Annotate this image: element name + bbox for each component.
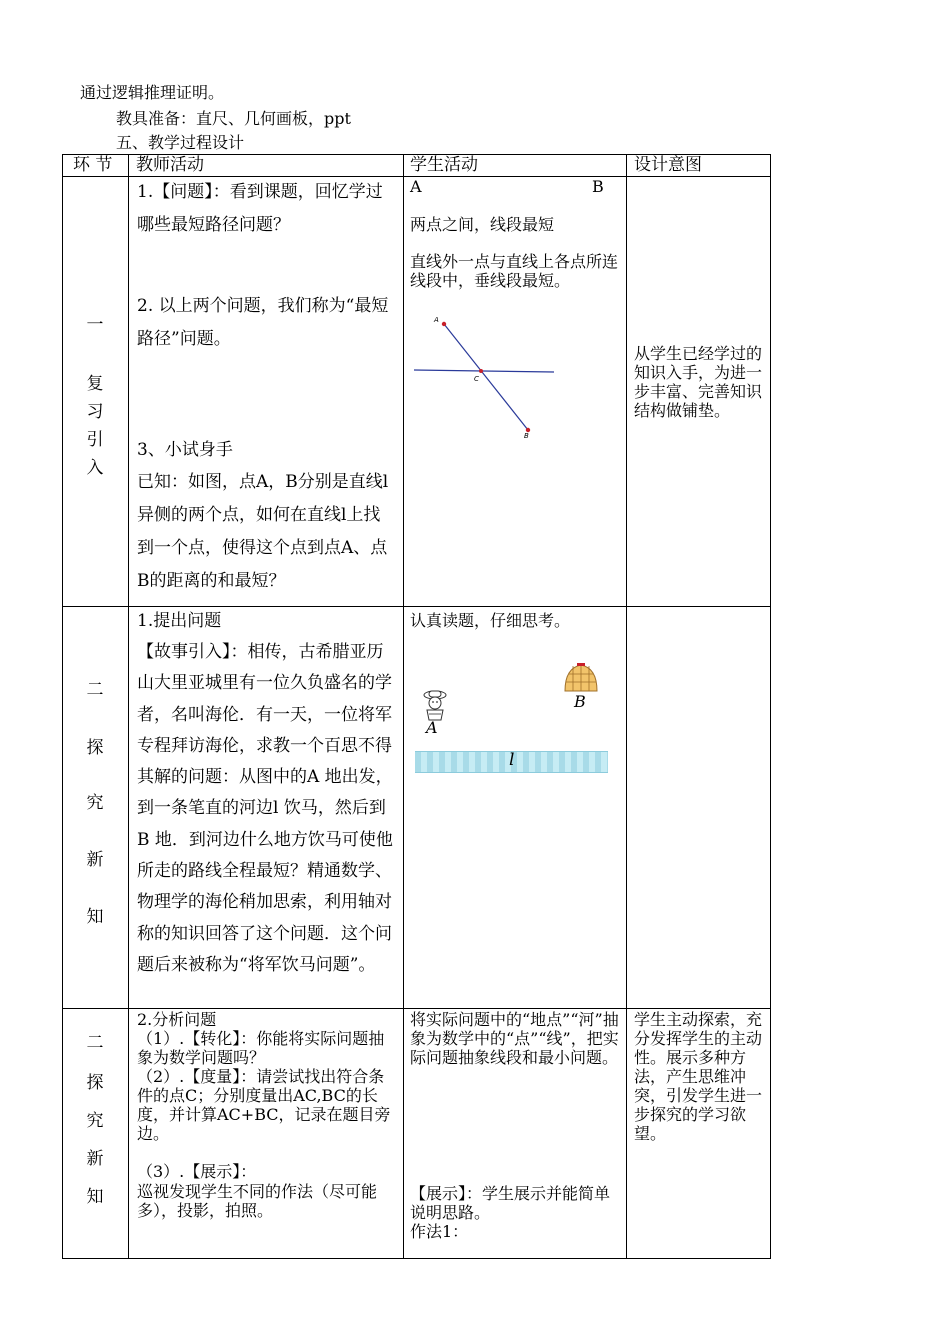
row1-teacher-q1: 1.【问题】：看到课题，回忆学过哪些最短路径问题？	[137, 182, 383, 235]
row2-section-char: 究	[86, 793, 104, 813]
row1-section-char: 习	[86, 402, 104, 422]
row3-student-show: 【展示】：学生展示并能简单说明思路。	[410, 1184, 611, 1222]
row3-section-char: 究	[86, 1111, 104, 1131]
row3-teacher-p3-title: （3）.【展示】：	[137, 1162, 257, 1181]
row2-teacher-title: 1.提出问题	[137, 611, 222, 631]
row1-section-char: 引	[86, 430, 104, 450]
tent-icon	[561, 662, 601, 694]
row3-teacher-title: 2.分析问题	[137, 1010, 217, 1029]
row1-teacher-q2: 2. 以上两个问题，我们称为“最短路径”问题。	[137, 296, 389, 349]
row3-teacher-p3-body: 巡视发现学生不同的作法（尽可能多），投影，拍照。	[137, 1182, 378, 1220]
row3-section-char: 探	[86, 1073, 104, 1093]
intro-line-1: 通过逻辑推理证明。	[80, 83, 225, 102]
intro-line-3: 五、教学过程设计	[116, 133, 245, 152]
row1-section-char: 复	[86, 374, 104, 394]
row1-fact-1: 两点之间，线段最短	[410, 215, 555, 234]
row1-intent: 从学生已经学过的知识入手，为进一步丰富、完善知识结构做铺垫。	[634, 344, 763, 420]
segment-ab	[444, 324, 528, 430]
row1-point-a: A	[410, 177, 422, 196]
row3-teacher-p1: （1）.【转化】：你能将实际问题抽象为数学问题吗？	[137, 1029, 385, 1067]
header-section: 环 节	[73, 155, 113, 175]
col-border-1	[128, 154, 129, 1259]
row2-section-char: 新	[86, 850, 104, 870]
intro-line-2: 教具准备：直尺、几何画板，ppt	[116, 109, 351, 128]
row2-student-text: 认真读题，仔细思考。	[410, 611, 571, 630]
col-border-4	[770, 154, 771, 1259]
row3-student-method1: 作法1：	[410, 1222, 469, 1241]
row3-student-text: 将实际问题中的“地点”“河”抽象为数学中的“点”“线”，把实际问题抽象线段和最小问题。	[410, 1010, 619, 1067]
header-intent: 设计意图	[634, 155, 702, 175]
fig-label-c: C	[474, 375, 479, 383]
header-teacher: 教师活动	[136, 155, 204, 175]
perpendicular-diagram	[410, 312, 560, 442]
river-label-l: l	[509, 750, 515, 770]
row1-teacher-q3-body: 已知：如图，点A，B分别是直线l异侧的两个点，如何在直线l上找到一个点，使得这个点到点A、点B的距离的和最短？	[137, 472, 389, 591]
col-border-2	[403, 154, 404, 1259]
row2-teacher-story: 【故事引入】：相传，古希腊亚历山大里亚城里有一位久负盛名的学者，名叫海伦．有一天，一位将军专程拜访海伦，求教一个百思不得其解的问题：从图中的A 地出发，到一条笔直的河边l 饮马，然后到B 地．到河边什么地方饮马可使他所走的路线全程最短？精通数学、物理学的海伦稍加思索，利用轴对称的知识回答了这个问题．这个问题后来被称为“将军饮马问题”。	[137, 642, 393, 975]
row3-intent: 学生主动探索，充分发挥学生的主动性。展示多种方法，产生思维冲突，引发学生进一步探究的学习欲望。	[634, 1010, 763, 1143]
point-a-dot	[442, 322, 446, 326]
row3-section-char: 新	[86, 1149, 104, 1169]
row2-section-char: 二	[86, 680, 104, 700]
row2-section-char: 知	[86, 907, 104, 927]
col-border-3	[626, 154, 627, 1259]
line-l	[414, 370, 554, 372]
row3-section-char: 二	[86, 1033, 104, 1053]
row1-section-char: 入	[86, 458, 104, 478]
fig-label-b: B	[524, 432, 529, 440]
table-bottom-border	[62, 1258, 770, 1259]
header-student: 学生活动	[410, 155, 478, 175]
row2-section-char: 探	[86, 738, 104, 758]
row3-section-char: 知	[86, 1187, 104, 1207]
row3-teacher-p2: （2）.【度量】：请尝试找出符合条件的点C；分别度量出AC,BC的长度，并计算AC+BC，记录在题目旁边。	[137, 1067, 391, 1143]
river-label-b: B	[574, 692, 586, 711]
row2-bottom-border	[62, 1008, 770, 1009]
river-bar	[415, 751, 608, 773]
row1-teacher-q3-title: 3、小试身手	[137, 440, 233, 460]
row1-section-char: 一	[86, 315, 104, 335]
river-label-a: A	[426, 718, 438, 737]
row1-fact-2: 直线外一点与直线上各点所连线段中，垂线段最短。	[410, 252, 619, 290]
fig-label-a: A	[434, 316, 439, 324]
row1-point-b: B	[592, 177, 604, 196]
point-c-dot	[479, 369, 483, 373]
